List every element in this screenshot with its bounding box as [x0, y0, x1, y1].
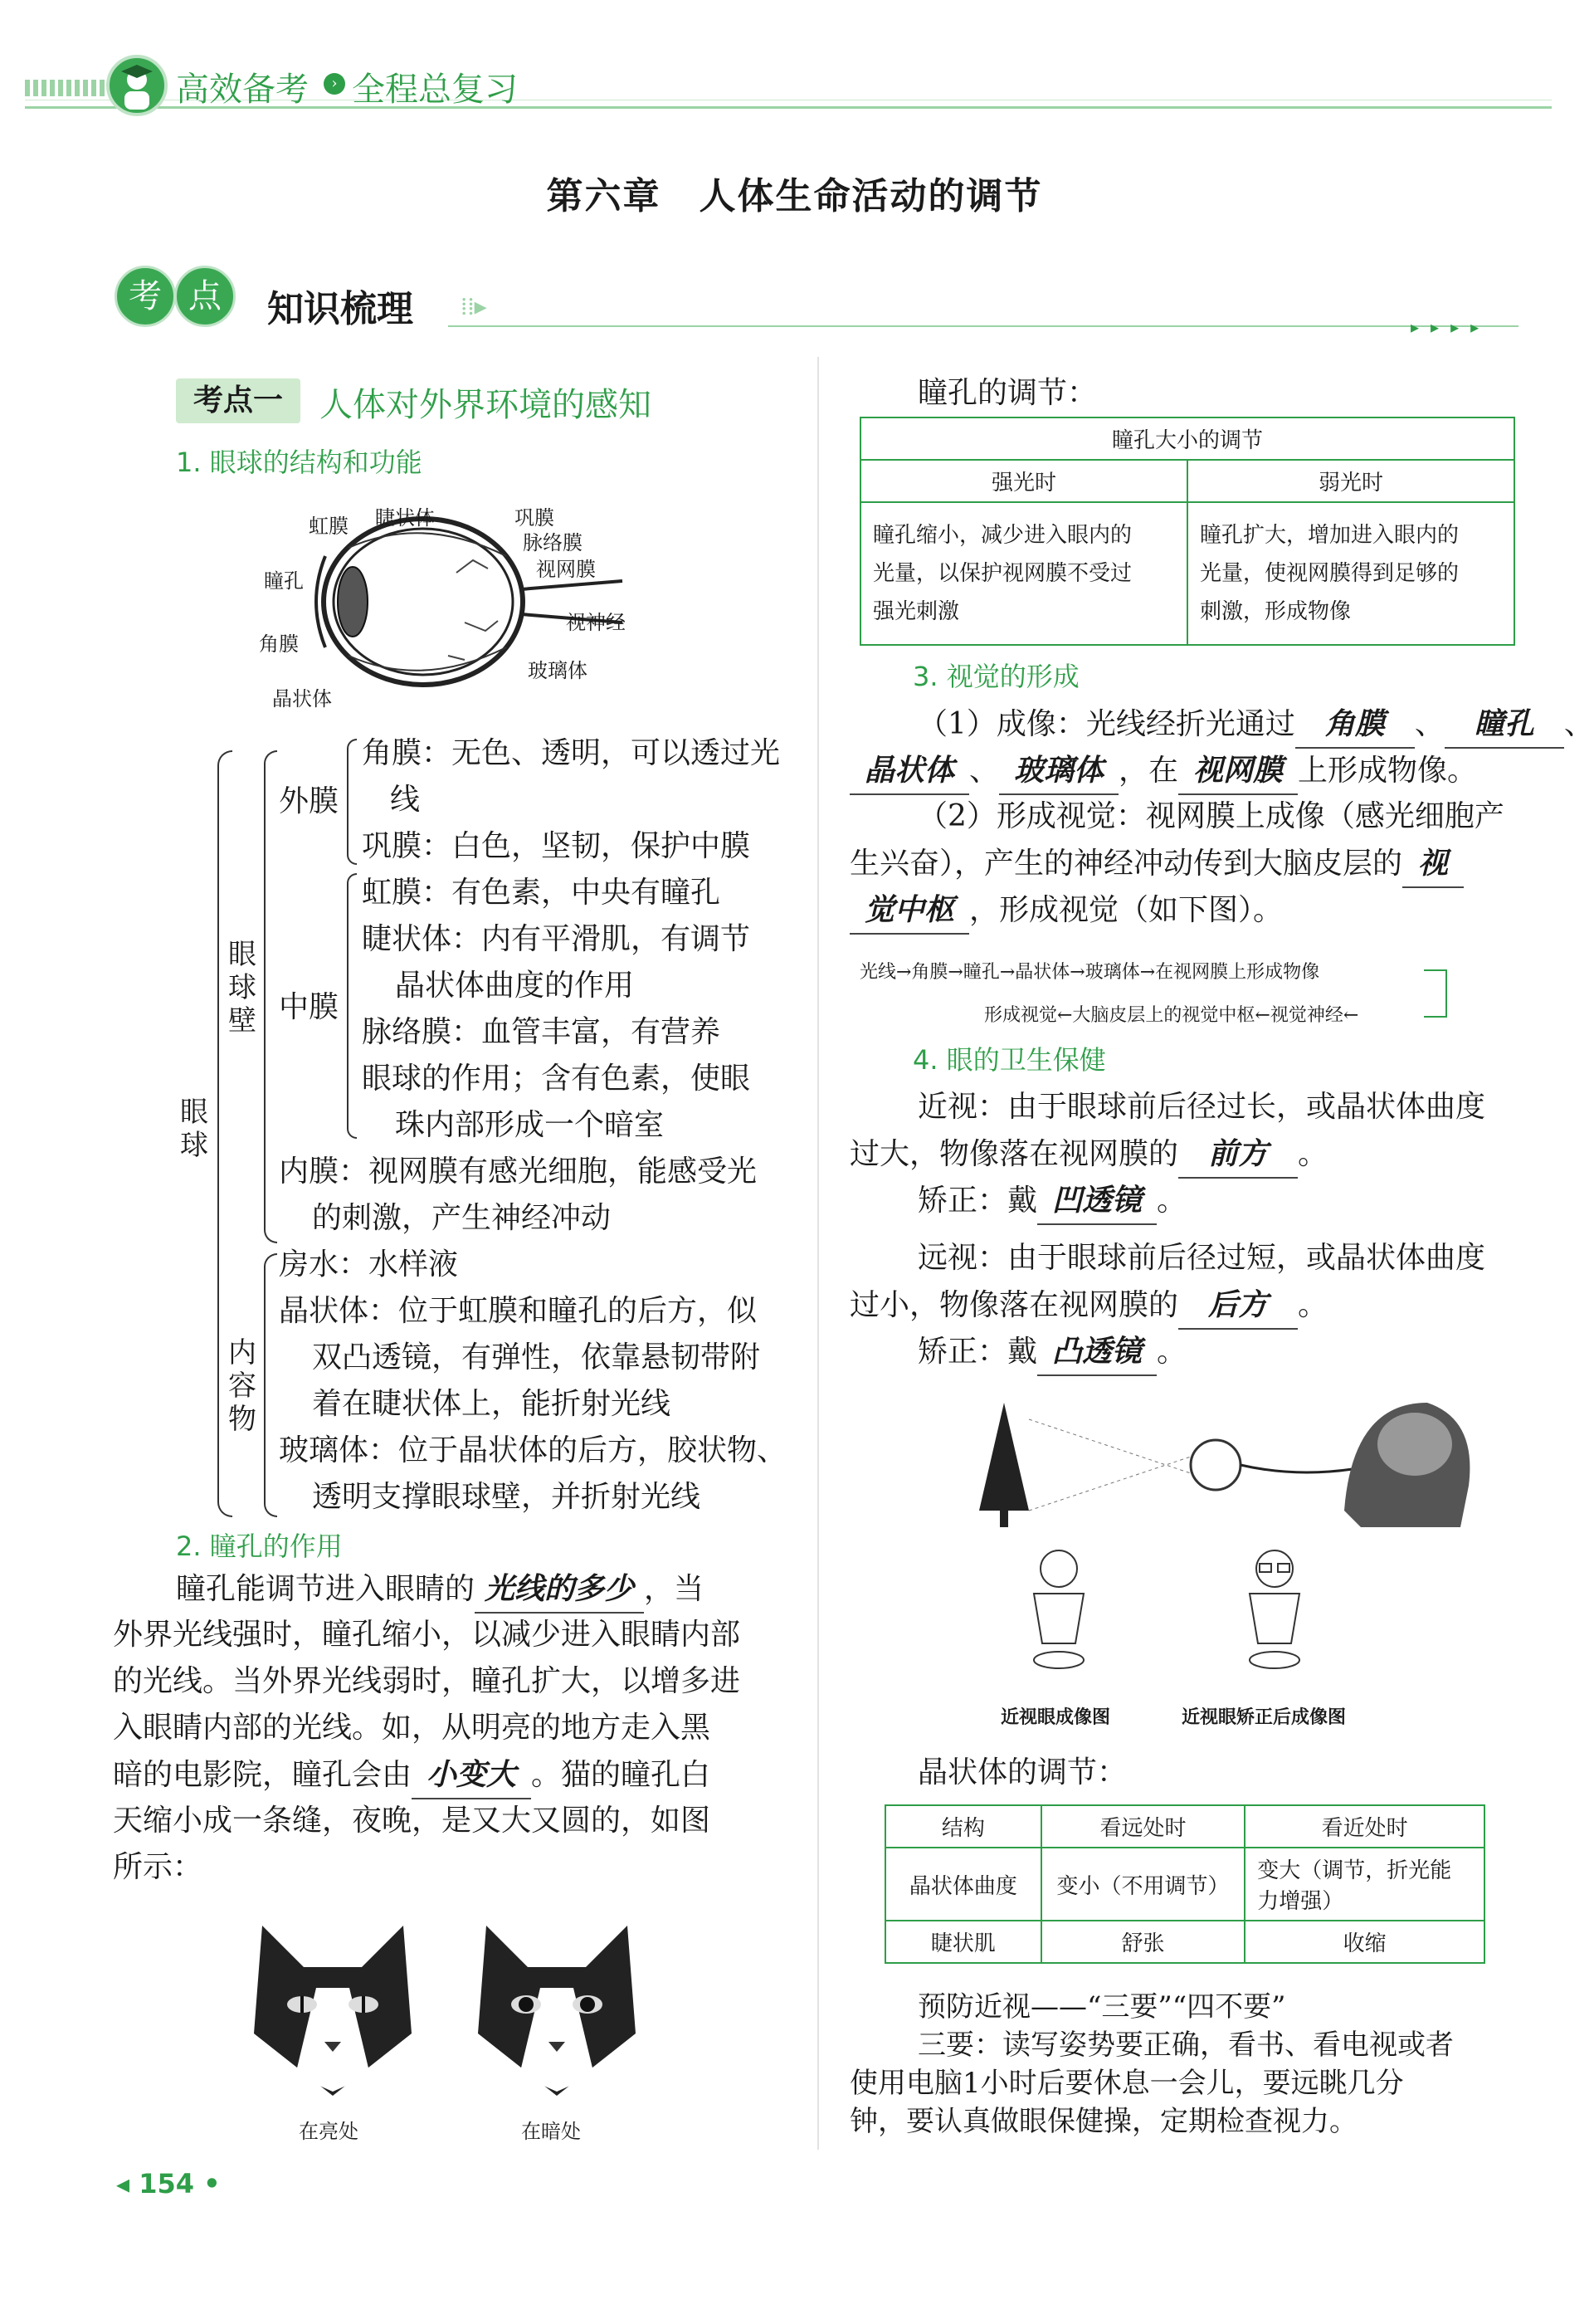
header-stripes: [25, 80, 108, 96]
brace-wall: [264, 750, 277, 1243]
tree-middle: 中膜: [279, 990, 339, 1024]
pupil-para-line-5: 暗的电影院，瞳孔会由 小变大 。猫的瞳孔白: [113, 1751, 710, 1799]
label-iris: 虹膜: [309, 515, 349, 538]
prevent-title: 预防近视——“三要”“四不要”: [918, 1990, 1286, 2024]
brace-content: [264, 1253, 277, 1517]
banner-char-1: 考: [115, 266, 176, 327]
tree-mid-2: 睫状体：内有平滑肌，有调节: [362, 922, 751, 956]
heading-eye-structure: 1. 眼球的结构和功能: [176, 447, 422, 478]
answer-convex-lens: 凸透镜: [1037, 1328, 1157, 1376]
pupil-para-line-1: 瞳孔能调节进入眼睛的 光线的多少 ，当: [176, 1565, 704, 1614]
tree-mid-1: 虹膜：有色素，中央有瞳孔: [362, 876, 721, 910]
lens-table-r2-c1: 睫状肌: [885, 1921, 1041, 1963]
pupil-table-title: 瞳孔大小的调节: [860, 417, 1514, 460]
pupil-para-line-6: 天缩小成一条缝，夜晚，是又大又圆的，如图: [113, 1804, 711, 1838]
lens-table-h3: 看近处时: [1245, 1805, 1484, 1848]
tree-mid-3: 脉络膜：血管丰富，有营养: [362, 1015, 721, 1049]
cat-in-dark-image: [470, 1909, 644, 2100]
tree-wall: 眼球壁: [228, 938, 256, 1038]
pupil-table-intro: 瞳孔的调节：: [918, 376, 1098, 410]
caption-cat-dark: 在暗处: [521, 2120, 581, 2143]
tree-inner-1b: 的刺激，产生神经冲动: [312, 1201, 612, 1235]
tree-outer-2: 巩膜：白色，坚韧，保护中膜: [362, 829, 751, 863]
tree-mid-3c: 珠内部形成一个暗室: [395, 1108, 665, 1142]
hyperopia-line-2: 过小，物像落在视网膜的 后方 。: [850, 1282, 1328, 1330]
pupil-para-line-2: 外界光线强时，瞳孔缩小，以减少进入眼睛内部: [113, 1618, 741, 1652]
banner-rule: [448, 325, 1518, 327]
label-sclera: 巩膜: [514, 506, 554, 530]
vision-flow-connector: [1424, 969, 1447, 1018]
label-lens: 晶状体: [272, 687, 332, 710]
vision-line-1: （1）成像：光线经折光通过 角膜 、 瞳孔 、: [918, 701, 1594, 749]
answer-front: 前方: [1178, 1130, 1298, 1179]
header-arrow-icon: ›: [324, 73, 345, 95]
answer-pupil: 瞳孔: [1445, 701, 1564, 749]
label-choroid: 脉络膜: [523, 531, 583, 554]
answer-cornea: 角膜: [1295, 701, 1415, 749]
pupil-table-strong: 强光时: [860, 460, 1187, 502]
label-retina: 视网膜: [536, 558, 596, 581]
tree-c-2: 晶状体：位于虹膜和瞳孔的后方，似: [279, 1294, 758, 1328]
tree-c-3b: 透明支撑眼球壁，并折射光线: [312, 1480, 701, 1514]
pupil-para-line-3: 的光线。当外界光线弱时，瞳孔扩大，以增多进: [113, 1664, 741, 1698]
pupil-adjust-table: [860, 417, 1515, 646]
vision-line-5: 觉中枢 ，形成视觉（如下图）。: [850, 886, 1283, 935]
pupil-para-line-7: 所示：: [113, 1850, 203, 1884]
lens-table-r1-c2: 变小（不用调节）: [1041, 1848, 1245, 1921]
answer-light-amount: 光线的多少: [475, 1565, 644, 1614]
label-ciliary: 睫状体: [375, 506, 435, 530]
prevent-line-2: 使用电脑1小时后要休息一会儿，要远眺几分: [850, 2067, 1404, 2100]
header-series: 全程总复习: [352, 71, 518, 109]
tree-outer: 外膜: [279, 784, 339, 818]
vision-line-4: 生兴奋），产生的神经冲动传到大脑皮层的 视: [850, 840, 1464, 888]
vision-pathway-image: [963, 1386, 1494, 1536]
myopia-person-image: [1009, 1544, 1109, 1677]
label-vitreous: 玻璃体: [528, 659, 587, 682]
caption-myopia: 近视眼成像图: [1001, 1707, 1111, 1728]
header-brand: 高效备考: [176, 71, 309, 109]
pupil-table-strong-desc: 瞳孔缩小，减少进入眼内的 光量，以保护视网膜不受过 强光刺激: [860, 502, 1187, 645]
tree-mid-2b: 晶状体曲度的作用: [395, 969, 635, 1003]
tree-c-1: 房水：水样液: [279, 1247, 459, 1282]
heading-vision-formation: 3. 视觉的形成: [913, 661, 1080, 692]
answer-behind: 后方: [1178, 1282, 1298, 1330]
lens-table-h1: 结构: [885, 1805, 1041, 1848]
tree-c-2b: 双凸透镜，有弹性，依靠悬韧带附: [312, 1340, 761, 1374]
vision-line-2: 晶状体 、 玻璃体 ，在 视网膜 上形成物像。: [850, 747, 1477, 795]
tree-inner-1: 内膜：视网膜有感光细胞，能感受光: [279, 1155, 758, 1189]
banner-dots-icon: ⁞⁞▸: [461, 292, 487, 321]
point-label: 考点一: [176, 378, 300, 423]
brace-middle: [347, 873, 357, 1139]
answer-small-to-large: 小变大: [412, 1751, 531, 1799]
page-number: ◂ 154 •: [116, 2168, 221, 2200]
label-optic-nerve: 视神经: [566, 611, 626, 634]
caption-cat-light: 在亮处: [299, 2120, 358, 2143]
prevent-line-3: 钟，要认真做眼保健操，定期检查视力。: [850, 2105, 1358, 2138]
tree-content: 内容物: [228, 1336, 256, 1436]
myopia-line-3: 矫正：戴 凹透镜 。: [918, 1177, 1187, 1225]
hyperopia-line-1: 远视：由于眼球前后径过短，或晶状体曲度: [918, 1241, 1486, 1275]
lens-table-r2-c3: 收缩: [1245, 1921, 1484, 1963]
banner-title: 知识梳理: [267, 288, 413, 330]
answer-visual-center: 觉中枢: [850, 886, 969, 935]
label-cornea: 角膜: [259, 632, 299, 656]
chapter-title: 第六章 人体生命活动的调节: [546, 175, 1043, 217]
lens-adjust-table: [885, 1804, 1485, 1964]
pupil-table-weak-desc: 瞳孔扩大，增加进入眼内的 光量，使视网膜得到足够的 刺激，形成物像: [1187, 502, 1514, 645]
prevent-line-1: 三要：读写姿势要正确，看书、看电视或者: [918, 2029, 1454, 2062]
myopia-line-2: 过大，物像落在视网膜的 前方 。: [850, 1130, 1328, 1179]
caption-corrected: 近视眼矫正后成像图: [1182, 1707, 1347, 1728]
lens-table-r1-c3: 变大（调节，折光能力增强）: [1245, 1848, 1484, 1921]
hyperopia-line-3: 矫正：戴 凸透镜 。: [918, 1328, 1187, 1376]
answer-visual-1: 视: [1402, 840, 1464, 888]
tree-mid-3b: 眼球的作用；含有色素，使眼: [362, 1062, 751, 1096]
cat-in-light-image: [246, 1909, 420, 2100]
banner-char-2: 点: [174, 266, 236, 327]
corrected-person-image: [1225, 1544, 1324, 1677]
lens-table-r2-c2: 舒张: [1041, 1921, 1245, 1963]
lens-table-h2: 看远处时: [1041, 1805, 1245, 1848]
answer-retina: 视网膜: [1178, 747, 1298, 795]
lens-table-r1-c1: 晶状体曲度: [885, 1848, 1041, 1921]
heading-eye-care: 4. 眼的卫生保健: [913, 1044, 1106, 1076]
tree-outer-1b: 线: [390, 783, 421, 817]
graduate-logo-icon: [106, 55, 168, 116]
heading-pupil-function: 2. 瞳孔的作用: [176, 1531, 343, 1562]
vision-line-3: （2）形成视觉：视网膜上成像（感光细胞产: [918, 799, 1504, 833]
column-divider: [817, 357, 819, 2150]
answer-vitreous: 玻璃体: [999, 747, 1119, 795]
answer-lens: 晶状体: [850, 747, 969, 795]
banner-arrows-icon: ▸▸▸▸: [1411, 317, 1491, 337]
myopia-line-1: 近视：由于眼球前后径过长，或晶状体曲度: [918, 1090, 1486, 1124]
lens-table-intro: 晶状体的调节：: [918, 1755, 1128, 1789]
answer-concave-lens: 凹透镜: [1037, 1177, 1157, 1225]
tree-root: 眼球: [180, 1096, 208, 1162]
vision-flow-1: 光线→角膜→瞳孔→晶状体→玻璃体→在视网膜上形成物像: [860, 962, 1320, 983]
pupil-para-line-4: 入眼睛内部的光线。如，从明亮的地方走入黑: [113, 1711, 711, 1745]
tree-c-2c: 着在睫状体上，能折射光线: [312, 1387, 671, 1421]
vision-flow-2: 形成视觉←大脑皮层上的视觉中枢←视觉神经←: [984, 1005, 1359, 1026]
point-title: 人体对外界环境的感知: [319, 386, 651, 424]
tree-outer-1: 角膜：无色、透明，可以透过光: [362, 736, 781, 770]
pupil-table-weak: 弱光时: [1187, 460, 1514, 502]
label-pupil: 瞳孔: [264, 569, 304, 593]
tree-c-3: 玻璃体：位于晶状体的后方，胶状物、: [279, 1433, 787, 1467]
brace-outer: [347, 739, 357, 865]
